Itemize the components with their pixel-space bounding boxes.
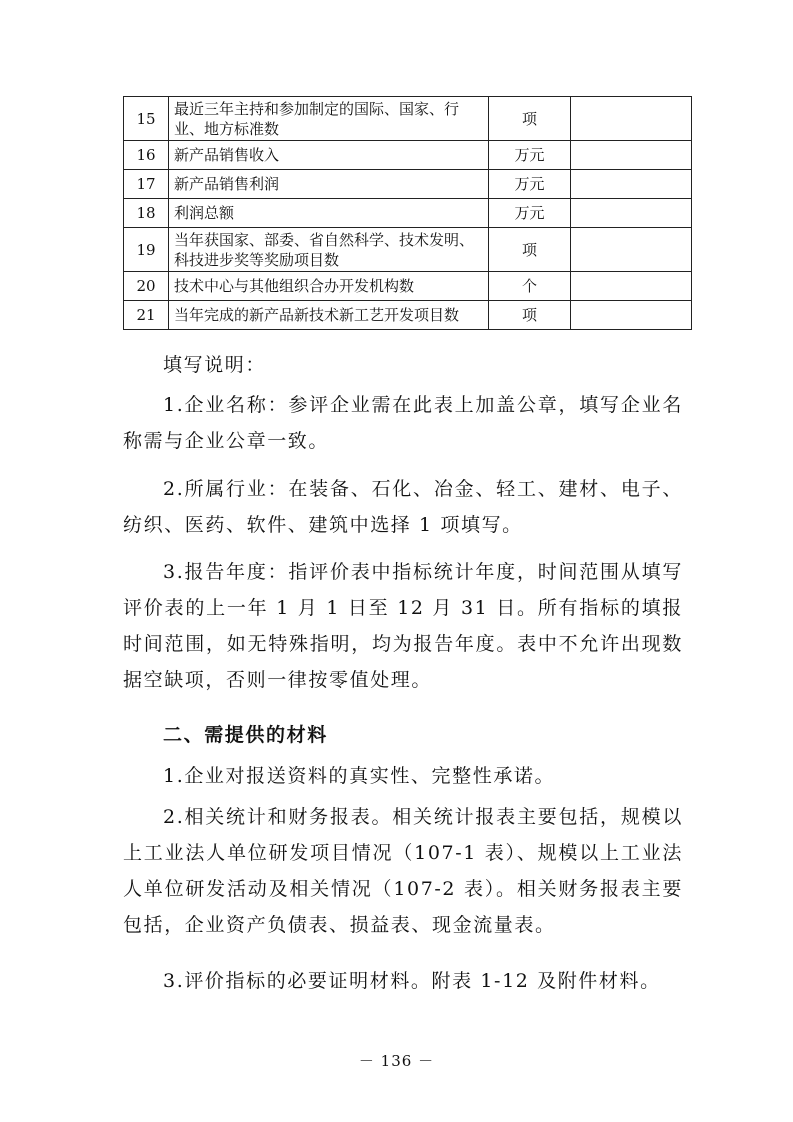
value-cell	[571, 272, 692, 301]
indicator-unit: 项	[489, 97, 571, 141]
indicator-unit: 项	[489, 301, 571, 330]
value-cell	[571, 199, 692, 228]
section-heading: 二、需提供的材料	[163, 724, 328, 746]
table-row	[124, 228, 692, 272]
indicator-name: 最近三年主持和参加制定的国际、国家、行业、地方标准数	[169, 97, 489, 141]
indicator-name: 利润总额	[169, 199, 489, 228]
row-number: 16	[124, 141, 169, 170]
indicator-name: 当年完成的新产品新技术新工艺开发项目数	[169, 301, 489, 330]
note-item-company-name: 1.企业名称：参评企业需在此表上加盖公章，填写企业名称需与企业公章一致。	[123, 394, 683, 452]
row-number: 21	[124, 301, 169, 330]
indicator-unit: 项	[489, 228, 571, 272]
indicator-unit: 个	[489, 272, 571, 301]
material-item-evidence: 3.评价指标的必要证明材料。附表 1-12 及附件材料。	[163, 970, 661, 992]
value-cell	[571, 97, 692, 141]
table-row	[124, 301, 692, 330]
value-cell	[571, 301, 692, 330]
value-cell	[571, 170, 692, 199]
indicator-table	[123, 96, 692, 330]
material-item-commitment: 1.企业对报送资料的真实性、完整性承诺。	[163, 765, 556, 787]
note-item-industry: 2.所属行业：在装备、石化、冶金、轻工、建材、电子、纺织、医药、软件、建筑中选择 1 项填写。	[123, 478, 683, 536]
indicator-name: 新产品销售收入	[169, 141, 489, 170]
table-row	[124, 199, 692, 228]
row-number: 20	[124, 272, 169, 301]
table-row	[124, 272, 692, 301]
table-row	[124, 170, 692, 199]
indicator-name: 当年获国家、部委、省自然科学、技术发明、科技进步奖等奖励项目数	[169, 228, 489, 272]
page-number: － 136 －	[358, 1052, 435, 1070]
row-number: 18	[124, 199, 169, 228]
indicator-name: 新产品销售利润	[169, 170, 489, 199]
indicator-unit: 万元	[489, 141, 571, 170]
row-number: 19	[124, 228, 169, 272]
indicator-unit: 万元	[489, 170, 571, 199]
table-row	[124, 97, 692, 141]
table-row	[124, 141, 692, 170]
indicator-unit: 万元	[489, 199, 571, 228]
value-cell	[571, 141, 692, 170]
material-item-reports: 2.相关统计和财务报表。相关统计报表主要包括，规模以上工业法人单位研发项目情况（107-1 表）、规模以上工业法人单位研发活动及相关情况（107-2 表）。相关财务报表主要包括，企业资产负债表、损益表、现金流量表。	[123, 806, 683, 936]
notes-title: 填写说明：	[163, 354, 267, 376]
value-cell	[571, 228, 692, 272]
row-number: 17	[124, 170, 169, 199]
row-number: 15	[124, 97, 169, 141]
indicator-name: 技术中心与其他组织合办开发机构数	[169, 272, 489, 301]
note-item-report-year: 3.报告年度：指评价表中指标统计年度，时间范围从填写评价表的上一年 1 月 1 日至 12 月 31 日。所有指标的填报时间范围，如无特殊指明，均为报告年度。表中不允许出现数据空缺项，否则一律按零值处理。	[123, 561, 683, 691]
